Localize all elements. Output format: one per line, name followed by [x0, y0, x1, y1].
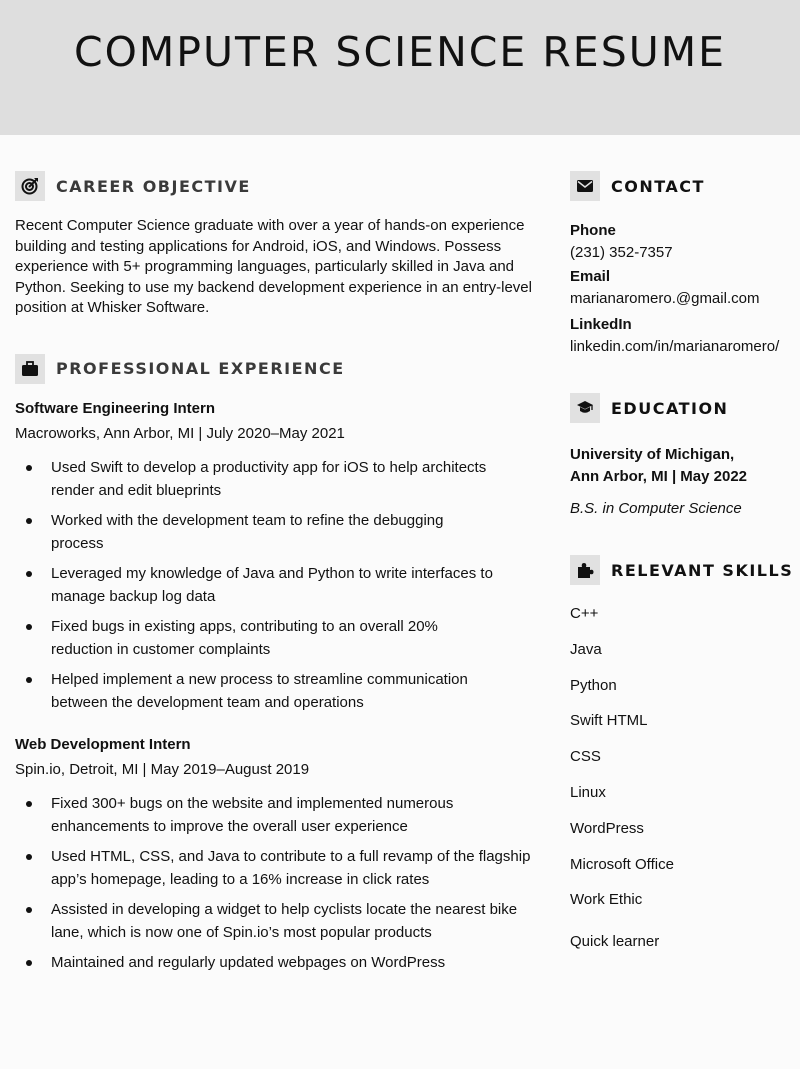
job-bullets: [15, 456, 545, 715]
bullet-item: Assisted in developing a widget to help cyclists locate the nearest bike lane, which is now one of Spin.io’s most popular products: [15, 898, 545, 945]
skill-item: Work Ethic: [570, 891, 643, 909]
job-bullets: [15, 792, 545, 975]
skill-item: Python: [570, 676, 617, 694]
section-header: [15, 353, 545, 385]
contact-section: [570, 170, 795, 358]
email-value[interactable]: marianaromero.@gmail.com: [570, 290, 760, 307]
linkedin-link[interactable]: linkedin.com/in/marianaromero/: [570, 338, 780, 355]
job-entry: [15, 399, 545, 715]
bullet-item: Fixed 300+ bugs on the website and implemented numerous enhancements to improve the overall user experience: [15, 792, 545, 839]
professional-experience-section: [15, 353, 545, 975]
linkedin-label: LinkedIn: [570, 316, 632, 333]
education-section: [570, 392, 795, 520]
skills-list: [570, 604, 795, 962]
relevant-skills-section: [570, 554, 795, 962]
header: [0, 0, 800, 135]
job-title: Software Engineering Intern: [15, 399, 216, 417]
skill-item: Java: [570, 640, 602, 658]
section-header: [570, 392, 795, 424]
section-header: [570, 554, 795, 586]
job-meta: Spin.io, Detroit, MI | May 2019–August 2019: [15, 760, 310, 778]
career-objective-section: [15, 170, 545, 319]
target-icon: [15, 171, 45, 201]
puzzle-piece-icon: [570, 555, 600, 585]
left-column: [15, 170, 545, 980]
skill-item: Linux: [570, 783, 606, 801]
school: [570, 444, 795, 488]
section-title: PROFESSIONAL EXPERIENCE: [56, 359, 345, 378]
school-location-date: Ann Arbor, MI | May 2022: [570, 468, 748, 485]
section-title: EDUCATION: [611, 398, 729, 418]
section-header: [15, 170, 545, 202]
objective-text: Recent Computer Science graduate with over a year of hands-on experience building and testing applications for Android, iOS, and Windows. Possess experience with 5+ programming languages, particularly skilled in Java and Python. Seeking to use my backend development experience in an entry-level position at Whisker Software.: [15, 217, 532, 316]
degree: B.S. in Computer Science: [570, 500, 742, 517]
envelope-icon: [570, 171, 600, 201]
skill-item: Quick learner: [570, 933, 660, 951]
contact-details: [570, 220, 795, 358]
page-title: COMPUTER SCIENCE RESUME: [73, 28, 727, 76]
section-header: [570, 170, 795, 202]
right-column: [570, 170, 795, 962]
bullet-item: Used Swift to develop a productivity app for iOS to help architects render and edit blueprints: [15, 456, 545, 503]
section-title: RELEVANT SKILLS: [611, 560, 794, 580]
bullet-item: Leveraged my knowledge of Java and Python to write interfaces to manage backup log data: [15, 562, 545, 609]
bullet-item: Worked with the development team to refine the debugging process: [15, 509, 545, 556]
briefcase-icon: [15, 354, 45, 384]
skill-item: Microsoft Office: [570, 855, 674, 873]
email-label: Email: [570, 268, 611, 285]
section-title: CONTACT: [611, 176, 705, 196]
skill-item: WordPress: [570, 819, 644, 837]
job-meta: Macroworks, Ann Arbor, MI | July 2020–May 2021: [15, 424, 345, 442]
phone-label: Phone: [570, 222, 616, 239]
section-title: CAREER OBJECTIVE: [56, 176, 251, 196]
graduation-cap-icon: [570, 393, 600, 423]
bullet-item: Helped implement a new process to streamline communication between the development team and operations: [15, 668, 545, 715]
skill-item: Swift HTML: [570, 712, 648, 730]
skill-item: CSS: [570, 748, 601, 766]
skill-item: C++: [570, 605, 599, 622]
school-name: University of Michigan,: [570, 446, 735, 463]
bullet-item: Used HTML, CSS, and Java to contribute to a full revamp of the flagship app’s homepage, leading to a 16% increase in click rates: [15, 845, 545, 892]
bullet-item: Fixed bugs in existing apps, contributing to an overall 20% reduction in customer complaints: [15, 615, 545, 662]
bullet-item: Maintained and regularly updated webpages on WordPress: [15, 951, 545, 975]
job-entry: [15, 735, 545, 975]
job-title: Web Development Intern: [15, 735, 191, 753]
phone-value: (231) 352-7357: [570, 244, 673, 261]
